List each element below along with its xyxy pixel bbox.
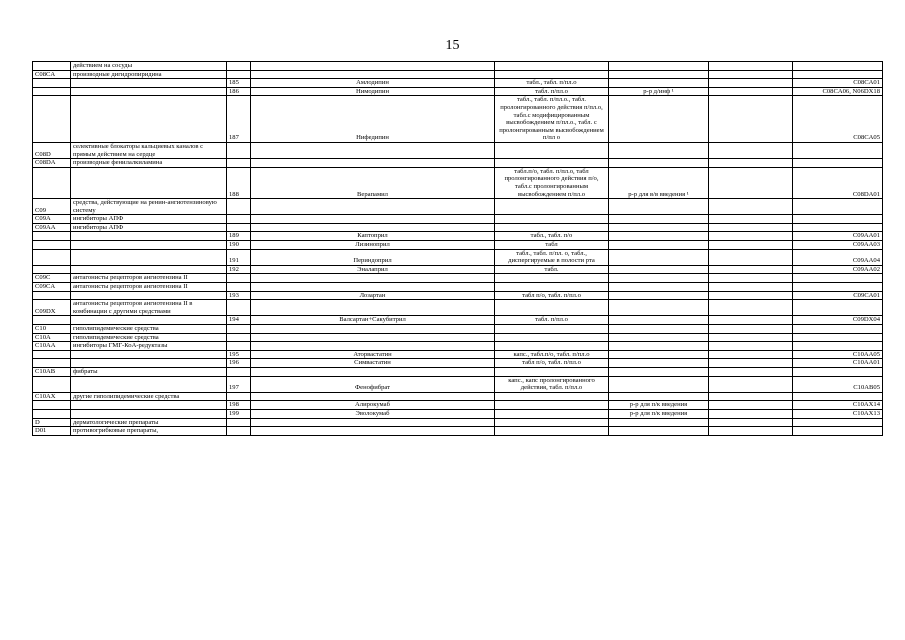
- drug-name: Симвастатин: [251, 359, 495, 368]
- atc-group-code: [33, 79, 71, 88]
- row-number: [227, 392, 251, 401]
- drug-name: Нифедипин: [251, 96, 495, 143]
- group-description: селективные блокаторы кальциевых каналов с прямым действием на сердце: [71, 142, 227, 158]
- table-row: [33, 325, 883, 334]
- drug-name: Амлодипин: [251, 79, 495, 88]
- table-row: [33, 283, 883, 292]
- drug-name: Аторвастатин: [251, 350, 495, 359]
- group-description: [71, 167, 227, 198]
- group-description: гиполипидемические средства: [71, 333, 227, 342]
- atc-group-code: C10AA: [33, 342, 71, 351]
- extra-cell: [709, 79, 793, 88]
- extra-cell: [709, 283, 793, 292]
- atc-code: C10AA01: [793, 359, 883, 368]
- injection-form: [609, 274, 709, 283]
- row-number: [227, 300, 251, 316]
- injection-form: [609, 241, 709, 250]
- extra-cell: [709, 291, 793, 300]
- drug-name: Периндоприл: [251, 249, 495, 265]
- row-number: [227, 367, 251, 376]
- drug-name: [251, 427, 495, 436]
- table-row: [33, 167, 883, 198]
- drug-name: Эволокумаб: [251, 409, 495, 418]
- row-number: [227, 274, 251, 283]
- group-description: [71, 249, 227, 265]
- atc-code: C10AB05: [793, 376, 883, 392]
- extra-cell: [709, 167, 793, 198]
- group-description: другие гиполипидемические средства: [71, 392, 227, 401]
- table-row: [33, 87, 883, 96]
- atc-group-code: D01: [33, 427, 71, 436]
- atc-group-code: C10AB: [33, 367, 71, 376]
- atc-code: C08CA05: [793, 96, 883, 143]
- row-number: [227, 418, 251, 427]
- group-description: [71, 316, 227, 325]
- atc-code: [793, 274, 883, 283]
- extra-cell: [709, 274, 793, 283]
- injection-form: [609, 376, 709, 392]
- drug-name: Фенофибрат: [251, 376, 495, 392]
- extra-cell: [709, 199, 793, 215]
- table-row: [33, 409, 883, 418]
- extra-cell: [709, 300, 793, 316]
- table-row: [33, 232, 883, 241]
- group-description: средства, действующие на ренин-ангиотензиновую систему: [71, 199, 227, 215]
- atc-group-code: [33, 359, 71, 368]
- drug-name: Лизиноприл: [251, 241, 495, 250]
- atc-group-code: C10: [33, 325, 71, 334]
- row-number: 199: [227, 409, 251, 418]
- atc-code: [793, 142, 883, 158]
- extra-cell: [709, 87, 793, 96]
- dosage-form: [495, 142, 609, 158]
- dosage-form: [495, 62, 609, 71]
- extra-cell: [709, 376, 793, 392]
- extra-cell: [709, 215, 793, 224]
- dosage-form: табл. п/пл.о: [495, 316, 609, 325]
- injection-form: [609, 79, 709, 88]
- table-row: [33, 333, 883, 342]
- row-number: [227, 283, 251, 292]
- table-row: [33, 401, 883, 410]
- injection-form: [609, 325, 709, 334]
- table-row: [33, 70, 883, 79]
- atc-group-code: C08D: [33, 142, 71, 158]
- table-row: [33, 159, 883, 168]
- row-number: [227, 62, 251, 71]
- injection-form: [609, 249, 709, 265]
- dosage-form: табл., табл. п/пл.о., табл. пролонгированного действия п/пл.о, табл.с модифицированным высвобождением п/пл.о., табл. с пролонгированным высвобождением п/пл о: [495, 96, 609, 143]
- atc-group-code: D: [33, 418, 71, 427]
- injection-form: р-р для п/к введения: [609, 401, 709, 410]
- atc-code: C09DX04: [793, 316, 883, 325]
- injection-form: р-р для п/к введения: [609, 409, 709, 418]
- injection-form: [609, 316, 709, 325]
- injection-form: [609, 342, 709, 351]
- atc-code: C09CA01: [793, 291, 883, 300]
- injection-form: [609, 283, 709, 292]
- group-description: [71, 87, 227, 96]
- injection-form: [609, 265, 709, 274]
- atc-group-code: [33, 62, 71, 71]
- dosage-form: [495, 215, 609, 224]
- dosage-form: [495, 333, 609, 342]
- table-row: [33, 241, 883, 250]
- atc-code: C10AX13: [793, 409, 883, 418]
- atc-group-code: C09A: [33, 215, 71, 224]
- drug-name: Каптоприл: [251, 232, 495, 241]
- group-description: антагонисты рецепторов ангиотензина II: [71, 274, 227, 283]
- dosage-form: табл.п/о, табл. п/пл.о, табл пролонгированного действия п/о, табл.с пролонгированным высвобождением п/пл.о: [495, 167, 609, 198]
- table-row: [33, 367, 883, 376]
- group-description: производные дигидропиридина: [71, 70, 227, 79]
- group-description: [71, 401, 227, 410]
- atc-code: [793, 342, 883, 351]
- table-row: [33, 62, 883, 71]
- extra-cell: [709, 159, 793, 168]
- extra-cell: [709, 241, 793, 250]
- atc-group-code: [33, 87, 71, 96]
- injection-form: р-р д/инф ¹: [609, 87, 709, 96]
- row-number: [227, 199, 251, 215]
- atc-code: [793, 300, 883, 316]
- dosage-form: капс., капс пролонгированного действия, табл. п/пл.о: [495, 376, 609, 392]
- group-description: [71, 291, 227, 300]
- row-number: [227, 159, 251, 168]
- row-number: 189: [227, 232, 251, 241]
- drug-name: [251, 274, 495, 283]
- group-description: [71, 359, 227, 368]
- extra-cell: [709, 232, 793, 241]
- row-number: [227, 333, 251, 342]
- dosage-form: [495, 159, 609, 168]
- injection-form: [609, 232, 709, 241]
- injection-form: [609, 96, 709, 143]
- row-number: [227, 70, 251, 79]
- group-description: [71, 265, 227, 274]
- atc-code: [793, 333, 883, 342]
- group-description: действием на сосуды: [71, 62, 227, 71]
- atc-group-code: C08DA: [33, 159, 71, 168]
- dosage-form: [495, 199, 609, 215]
- group-description: антагонисты рецепторов ангиотензина II в комбинации с другими средствами: [71, 300, 227, 316]
- injection-form: [609, 159, 709, 168]
- extra-cell: [709, 316, 793, 325]
- dosage-form: табл., табл. п/пл. о, табл., диспергируемые в полости рта: [495, 249, 609, 265]
- table-row: [33, 359, 883, 368]
- drug-name: [251, 283, 495, 292]
- atc-code: C08CA06, N06DX18: [793, 87, 883, 96]
- atc-group-code: [33, 401, 71, 410]
- table-row: [33, 376, 883, 392]
- injection-form: [609, 62, 709, 71]
- table-row: [33, 223, 883, 232]
- atc-group-code: [33, 376, 71, 392]
- drug-name: Нимодипин: [251, 87, 495, 96]
- injection-form: [609, 70, 709, 79]
- table-row: [33, 291, 883, 300]
- dosage-form: табл., табл. п/пл.о: [495, 79, 609, 88]
- atc-group-code: [33, 350, 71, 359]
- atc-group-code: [33, 316, 71, 325]
- drug-name: Валсартан+Сакубитрил: [251, 316, 495, 325]
- group-description: антагонисты рецепторов ангиотензина II: [71, 283, 227, 292]
- atc-code: [793, 283, 883, 292]
- row-number: 188: [227, 167, 251, 198]
- table-row: [33, 418, 883, 427]
- extra-cell: [709, 401, 793, 410]
- drug-name: [251, 159, 495, 168]
- dosage-form: [495, 418, 609, 427]
- extra-cell: [709, 325, 793, 334]
- atc-code: [793, 325, 883, 334]
- atc-code: [793, 367, 883, 376]
- extra-cell: [709, 409, 793, 418]
- dosage-form: [495, 274, 609, 283]
- atc-code: [793, 159, 883, 168]
- atc-code: C09AA01: [793, 232, 883, 241]
- table-row: [33, 215, 883, 224]
- table-row: [33, 427, 883, 436]
- extra-cell: [709, 418, 793, 427]
- table-row: [33, 142, 883, 158]
- row-number: 190: [227, 241, 251, 250]
- table-body: [33, 62, 883, 436]
- atc-group-code: [33, 232, 71, 241]
- drug-name: [251, 215, 495, 224]
- injection-form: [609, 291, 709, 300]
- extra-cell: [709, 96, 793, 143]
- atc-code: C09AA02: [793, 265, 883, 274]
- row-number: [227, 215, 251, 224]
- dosage-form: табл.: [495, 265, 609, 274]
- drug-name: [251, 142, 495, 158]
- drug-name: [251, 367, 495, 376]
- extra-cell: [709, 265, 793, 274]
- row-number: 195: [227, 350, 251, 359]
- group-description: [71, 350, 227, 359]
- dosage-form: [495, 283, 609, 292]
- dosage-form: капс., табл.п/о, табл. п/пл.о: [495, 350, 609, 359]
- injection-form: [609, 427, 709, 436]
- extra-cell: [709, 249, 793, 265]
- row-number: 191: [227, 249, 251, 265]
- dosage-form: [495, 300, 609, 316]
- extra-cell: [709, 62, 793, 71]
- injection-form: [609, 418, 709, 427]
- drug-name: Лозартан: [251, 291, 495, 300]
- atc-code: [793, 392, 883, 401]
- group-description: [71, 376, 227, 392]
- drug-name: Верапамил: [251, 167, 495, 198]
- extra-cell: [709, 359, 793, 368]
- row-number: [227, 325, 251, 334]
- page-number: 15: [445, 38, 460, 53]
- atc-group-code: [33, 249, 71, 265]
- row-number: 198: [227, 401, 251, 410]
- table-row: [33, 274, 883, 283]
- atc-code: C09AA04: [793, 249, 883, 265]
- injection-form: [609, 333, 709, 342]
- atc-group-code: C09CA: [33, 283, 71, 292]
- group-description: производные фенилалкиламина: [71, 159, 227, 168]
- dosage-form: [495, 409, 609, 418]
- dosage-form: [495, 325, 609, 334]
- row-number: 186: [227, 87, 251, 96]
- dosage-form: табл., табл. п/о: [495, 232, 609, 241]
- atc-group-code: C09C: [33, 274, 71, 283]
- atc-code: C08DA01: [793, 167, 883, 198]
- atc-code: C10AA05: [793, 350, 883, 359]
- group-description: [71, 96, 227, 143]
- row-number: 187: [227, 96, 251, 143]
- drug-name: [251, 342, 495, 351]
- dosage-form: [495, 342, 609, 351]
- table-row: [33, 316, 883, 325]
- dosage-form: [495, 401, 609, 410]
- atc-group-code: C10A: [33, 333, 71, 342]
- atc-code: C09AA03: [793, 241, 883, 250]
- dosage-form: [495, 427, 609, 436]
- extra-cell: [709, 427, 793, 436]
- group-description: [71, 409, 227, 418]
- dosage-form: табл п/о, табл. п/пл.о: [495, 359, 609, 368]
- drug-name: Эналаприл: [251, 265, 495, 274]
- atc-group-code: [33, 265, 71, 274]
- table-row: [33, 96, 883, 143]
- row-number: 193: [227, 291, 251, 300]
- extra-cell: [709, 333, 793, 342]
- group-description: [71, 241, 227, 250]
- drug-name: [251, 418, 495, 427]
- dosage-form: [495, 392, 609, 401]
- injection-form: [609, 367, 709, 376]
- injection-form: [609, 215, 709, 224]
- atc-group-code: C09AA: [33, 223, 71, 232]
- row-number: [227, 223, 251, 232]
- row-number: [227, 142, 251, 158]
- drug-name: [251, 325, 495, 334]
- row-number: 196: [227, 359, 251, 368]
- atc-group-code: [33, 167, 71, 198]
- group-description: [71, 232, 227, 241]
- dosage-form: табл. п/пл.о: [495, 87, 609, 96]
- dosage-form: табл п/о, табл. п/пл.о: [495, 291, 609, 300]
- atc-code: [793, 223, 883, 232]
- extra-cell: [709, 367, 793, 376]
- injection-form: [609, 392, 709, 401]
- atc-group-code: C09: [33, 199, 71, 215]
- extra-cell: [709, 70, 793, 79]
- dosage-form: табл: [495, 241, 609, 250]
- row-number: 194: [227, 316, 251, 325]
- group-description: дерматологические препараты: [71, 418, 227, 427]
- atc-code: [793, 199, 883, 215]
- atc-code: [793, 418, 883, 427]
- drug-table: [32, 61, 883, 436]
- drug-name: [251, 70, 495, 79]
- injection-form: [609, 300, 709, 316]
- row-number: [227, 342, 251, 351]
- drug-name: Алирокумаб: [251, 401, 495, 410]
- atc-group-code: C10AX: [33, 392, 71, 401]
- table-row: [33, 265, 883, 274]
- table-row: [33, 392, 883, 401]
- injection-form: [609, 350, 709, 359]
- atc-code: C08CA01: [793, 79, 883, 88]
- drug-name: [251, 62, 495, 71]
- row-number: 185: [227, 79, 251, 88]
- atc-group-code: [33, 409, 71, 418]
- injection-form: [609, 142, 709, 158]
- table-row: [33, 342, 883, 351]
- dosage-form: [495, 367, 609, 376]
- group-description: противогрибковые препараты,: [71, 427, 227, 436]
- group-description: ингибиторы АПФ: [71, 215, 227, 224]
- drug-name: [251, 223, 495, 232]
- atc-group-code: [33, 96, 71, 143]
- group-description: [71, 79, 227, 88]
- row-number: 192: [227, 265, 251, 274]
- extra-cell: [709, 342, 793, 351]
- atc-code: [793, 62, 883, 71]
- atc-group-code: [33, 291, 71, 300]
- group-description: ингибиторы ГМГ-КоА-редуктазы: [71, 342, 227, 351]
- atc-code: [793, 427, 883, 436]
- extra-cell: [709, 350, 793, 359]
- injection-form: [609, 359, 709, 368]
- atc-group-code: [33, 241, 71, 250]
- drug-name: [251, 392, 495, 401]
- table-row: [33, 350, 883, 359]
- injection-form: [609, 199, 709, 215]
- atc-code: [793, 70, 883, 79]
- atc-code: C10AX14: [793, 401, 883, 410]
- injection-form: р-р для в/в введения ¹: [609, 167, 709, 198]
- atc-code: [793, 215, 883, 224]
- table-row: [33, 300, 883, 316]
- extra-cell: [709, 142, 793, 158]
- injection-form: [609, 223, 709, 232]
- drug-name: [251, 300, 495, 316]
- drug-name: [251, 333, 495, 342]
- extra-cell: [709, 392, 793, 401]
- table-row: [33, 249, 883, 265]
- drug-name: [251, 199, 495, 215]
- table-row: [33, 79, 883, 88]
- row-number: 197: [227, 376, 251, 392]
- row-number: [227, 427, 251, 436]
- group-description: ингибиторы АПФ: [71, 223, 227, 232]
- dosage-form: [495, 70, 609, 79]
- extra-cell: [709, 223, 793, 232]
- group-description: гиполипидемические средства: [71, 325, 227, 334]
- table-row: [33, 199, 883, 215]
- atc-group-code: C08CA: [33, 70, 71, 79]
- dosage-form: [495, 223, 609, 232]
- atc-group-code: C09DX: [33, 300, 71, 316]
- group-description: фибраты: [71, 367, 227, 376]
